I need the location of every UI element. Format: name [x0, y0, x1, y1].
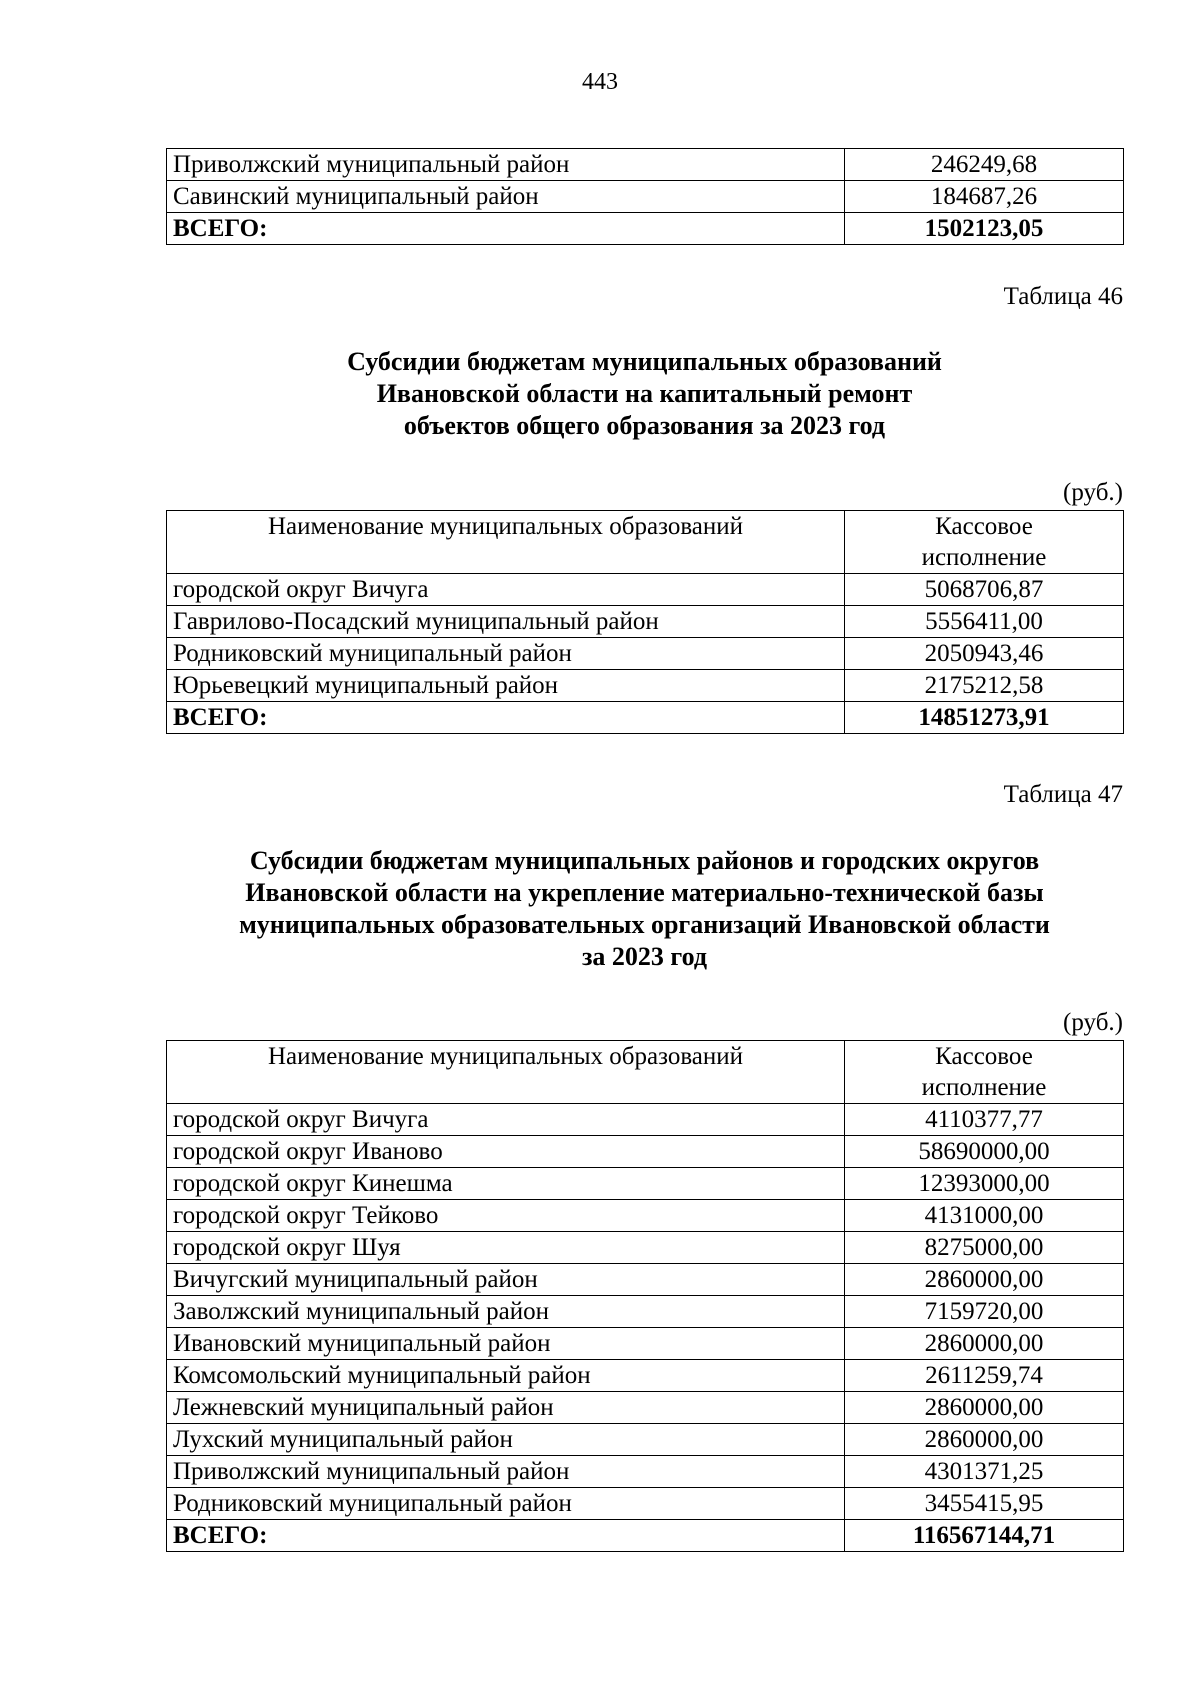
table-row	[167, 638, 1124, 670]
total-label: ВСЕГО:	[167, 702, 845, 734]
header-value-line: Кассовое	[935, 1043, 1033, 1070]
total-value: 14851273,91	[845, 702, 1124, 734]
row-name: Ивановский муниципальный район	[167, 1328, 845, 1360]
row-value: 2175212,58	[845, 670, 1124, 702]
page-number: 443	[582, 69, 618, 95]
table-row	[167, 1328, 1124, 1360]
row-name: Комсомольский муниципальный район	[167, 1360, 845, 1392]
table-row	[167, 1488, 1124, 1520]
row-value: 58690000,00	[845, 1136, 1124, 1168]
row-value: 184687,26	[845, 181, 1124, 213]
row-value: 12393000,00	[845, 1168, 1124, 1200]
row-value: 5556411,00	[845, 606, 1124, 638]
row-value: 2860000,00	[845, 1424, 1124, 1456]
header-value	[845, 511, 1124, 574]
row-name: городской округ Кинешма	[167, 1168, 845, 1200]
table-row	[167, 1360, 1124, 1392]
table-47-title	[166, 845, 1123, 973]
table-row	[167, 149, 1124, 181]
row-name: Родниковский муниципальный район	[167, 1488, 845, 1520]
table-46	[166, 510, 1124, 734]
table-47	[166, 1040, 1124, 1552]
row-name: Родниковский муниципальный район	[167, 638, 845, 670]
table-row	[167, 1424, 1124, 1456]
table-row	[167, 181, 1124, 213]
table-row	[167, 1296, 1124, 1328]
row-value: 8275000,00	[845, 1232, 1124, 1264]
row-value: 2860000,00	[845, 1392, 1124, 1424]
row-value: 2860000,00	[845, 1264, 1124, 1296]
table-row	[167, 574, 1124, 606]
row-value: 3455415,95	[845, 1488, 1124, 1520]
table-header	[167, 1041, 1124, 1104]
continued-table	[166, 148, 1124, 245]
header-value-line: исполнение	[921, 1074, 1047, 1101]
row-name: городской округ Шуя	[167, 1232, 845, 1264]
total-row	[167, 1520, 1124, 1552]
header-value	[845, 1041, 1124, 1104]
row-name: городской округ Иваново	[167, 1136, 845, 1168]
row-name: городской округ Тейково	[167, 1200, 845, 1232]
table-row	[167, 1264, 1124, 1296]
row-name: городской округ Вичуга	[167, 1104, 845, 1136]
row-name: Вичугский муниципальный район	[167, 1264, 845, 1296]
table-46-title	[166, 346, 1123, 442]
row-name: Юрьевецкий муниципальный район	[167, 670, 845, 702]
title-line: за 2023 год	[581, 942, 707, 971]
total-label: ВСЕГО:	[167, 1520, 845, 1552]
title-line: Ивановской области на капитальный ремонт	[376, 379, 913, 408]
header-name: Наименование муниципальных образований	[167, 511, 845, 574]
table-row	[167, 1392, 1124, 1424]
row-name: Приволжский муниципальный район	[167, 149, 845, 181]
row-name: Заволжский муниципальный район	[167, 1296, 845, 1328]
row-value: 2050943,46	[845, 638, 1124, 670]
header-value-line: Кассовое	[935, 513, 1033, 540]
table-row	[167, 1136, 1124, 1168]
title-line: Субсидии бюджетам муниципальных образований	[347, 347, 942, 376]
table-47-unit: (руб.)	[1063, 1009, 1123, 1036]
table-header	[167, 511, 1124, 574]
table-row	[167, 1456, 1124, 1488]
row-value: 246249,68	[845, 149, 1124, 181]
table-row	[167, 606, 1124, 638]
total-label: ВСЕГО:	[167, 213, 845, 245]
row-value: 4110377,77	[845, 1104, 1124, 1136]
row-value: 4301371,25	[845, 1456, 1124, 1488]
table-row	[167, 1200, 1124, 1232]
title-line: объектов общего образования за 2023 год	[403, 411, 886, 440]
header-value-line: исполнение	[921, 544, 1047, 571]
total-row	[167, 213, 1124, 245]
table-row	[167, 670, 1124, 702]
total-value: 1502123,05	[845, 213, 1124, 245]
row-name: Приволжский муниципальный район	[167, 1456, 845, 1488]
row-name: Савинский муниципальный район	[167, 181, 845, 213]
table-46-label: Таблица 46	[1003, 283, 1123, 310]
row-value: 2611259,74	[845, 1360, 1124, 1392]
row-name: Лухский муниципальный район	[167, 1424, 845, 1456]
table-row	[167, 1104, 1124, 1136]
row-name: городской округ Вичуга	[167, 574, 845, 606]
row-value: 7159720,00	[845, 1296, 1124, 1328]
total-row	[167, 702, 1124, 734]
total-value: 116567144,71	[845, 1520, 1124, 1552]
title-line: муниципальных образовательных организаций Ивановской области	[239, 910, 1050, 939]
table-row	[167, 1232, 1124, 1264]
row-value: 2860000,00	[845, 1328, 1124, 1360]
table-46-unit: (руб.)	[1063, 479, 1123, 506]
table-47-label: Таблица 47	[1003, 781, 1123, 808]
table-row	[167, 1168, 1124, 1200]
title-line: Ивановской области на укрепление материально-технической базы	[245, 878, 1044, 907]
row-value: 5068706,87	[845, 574, 1124, 606]
row-name: Лежневский муниципальный район	[167, 1392, 845, 1424]
row-value: 4131000,00	[845, 1200, 1124, 1232]
title-line: Субсидии бюджетам муниципальных районов и городских округов	[249, 846, 1040, 875]
row-name: Гаврилово-Посадский муниципальный район	[167, 606, 845, 638]
header-name: Наименование муниципальных образований	[167, 1041, 845, 1104]
